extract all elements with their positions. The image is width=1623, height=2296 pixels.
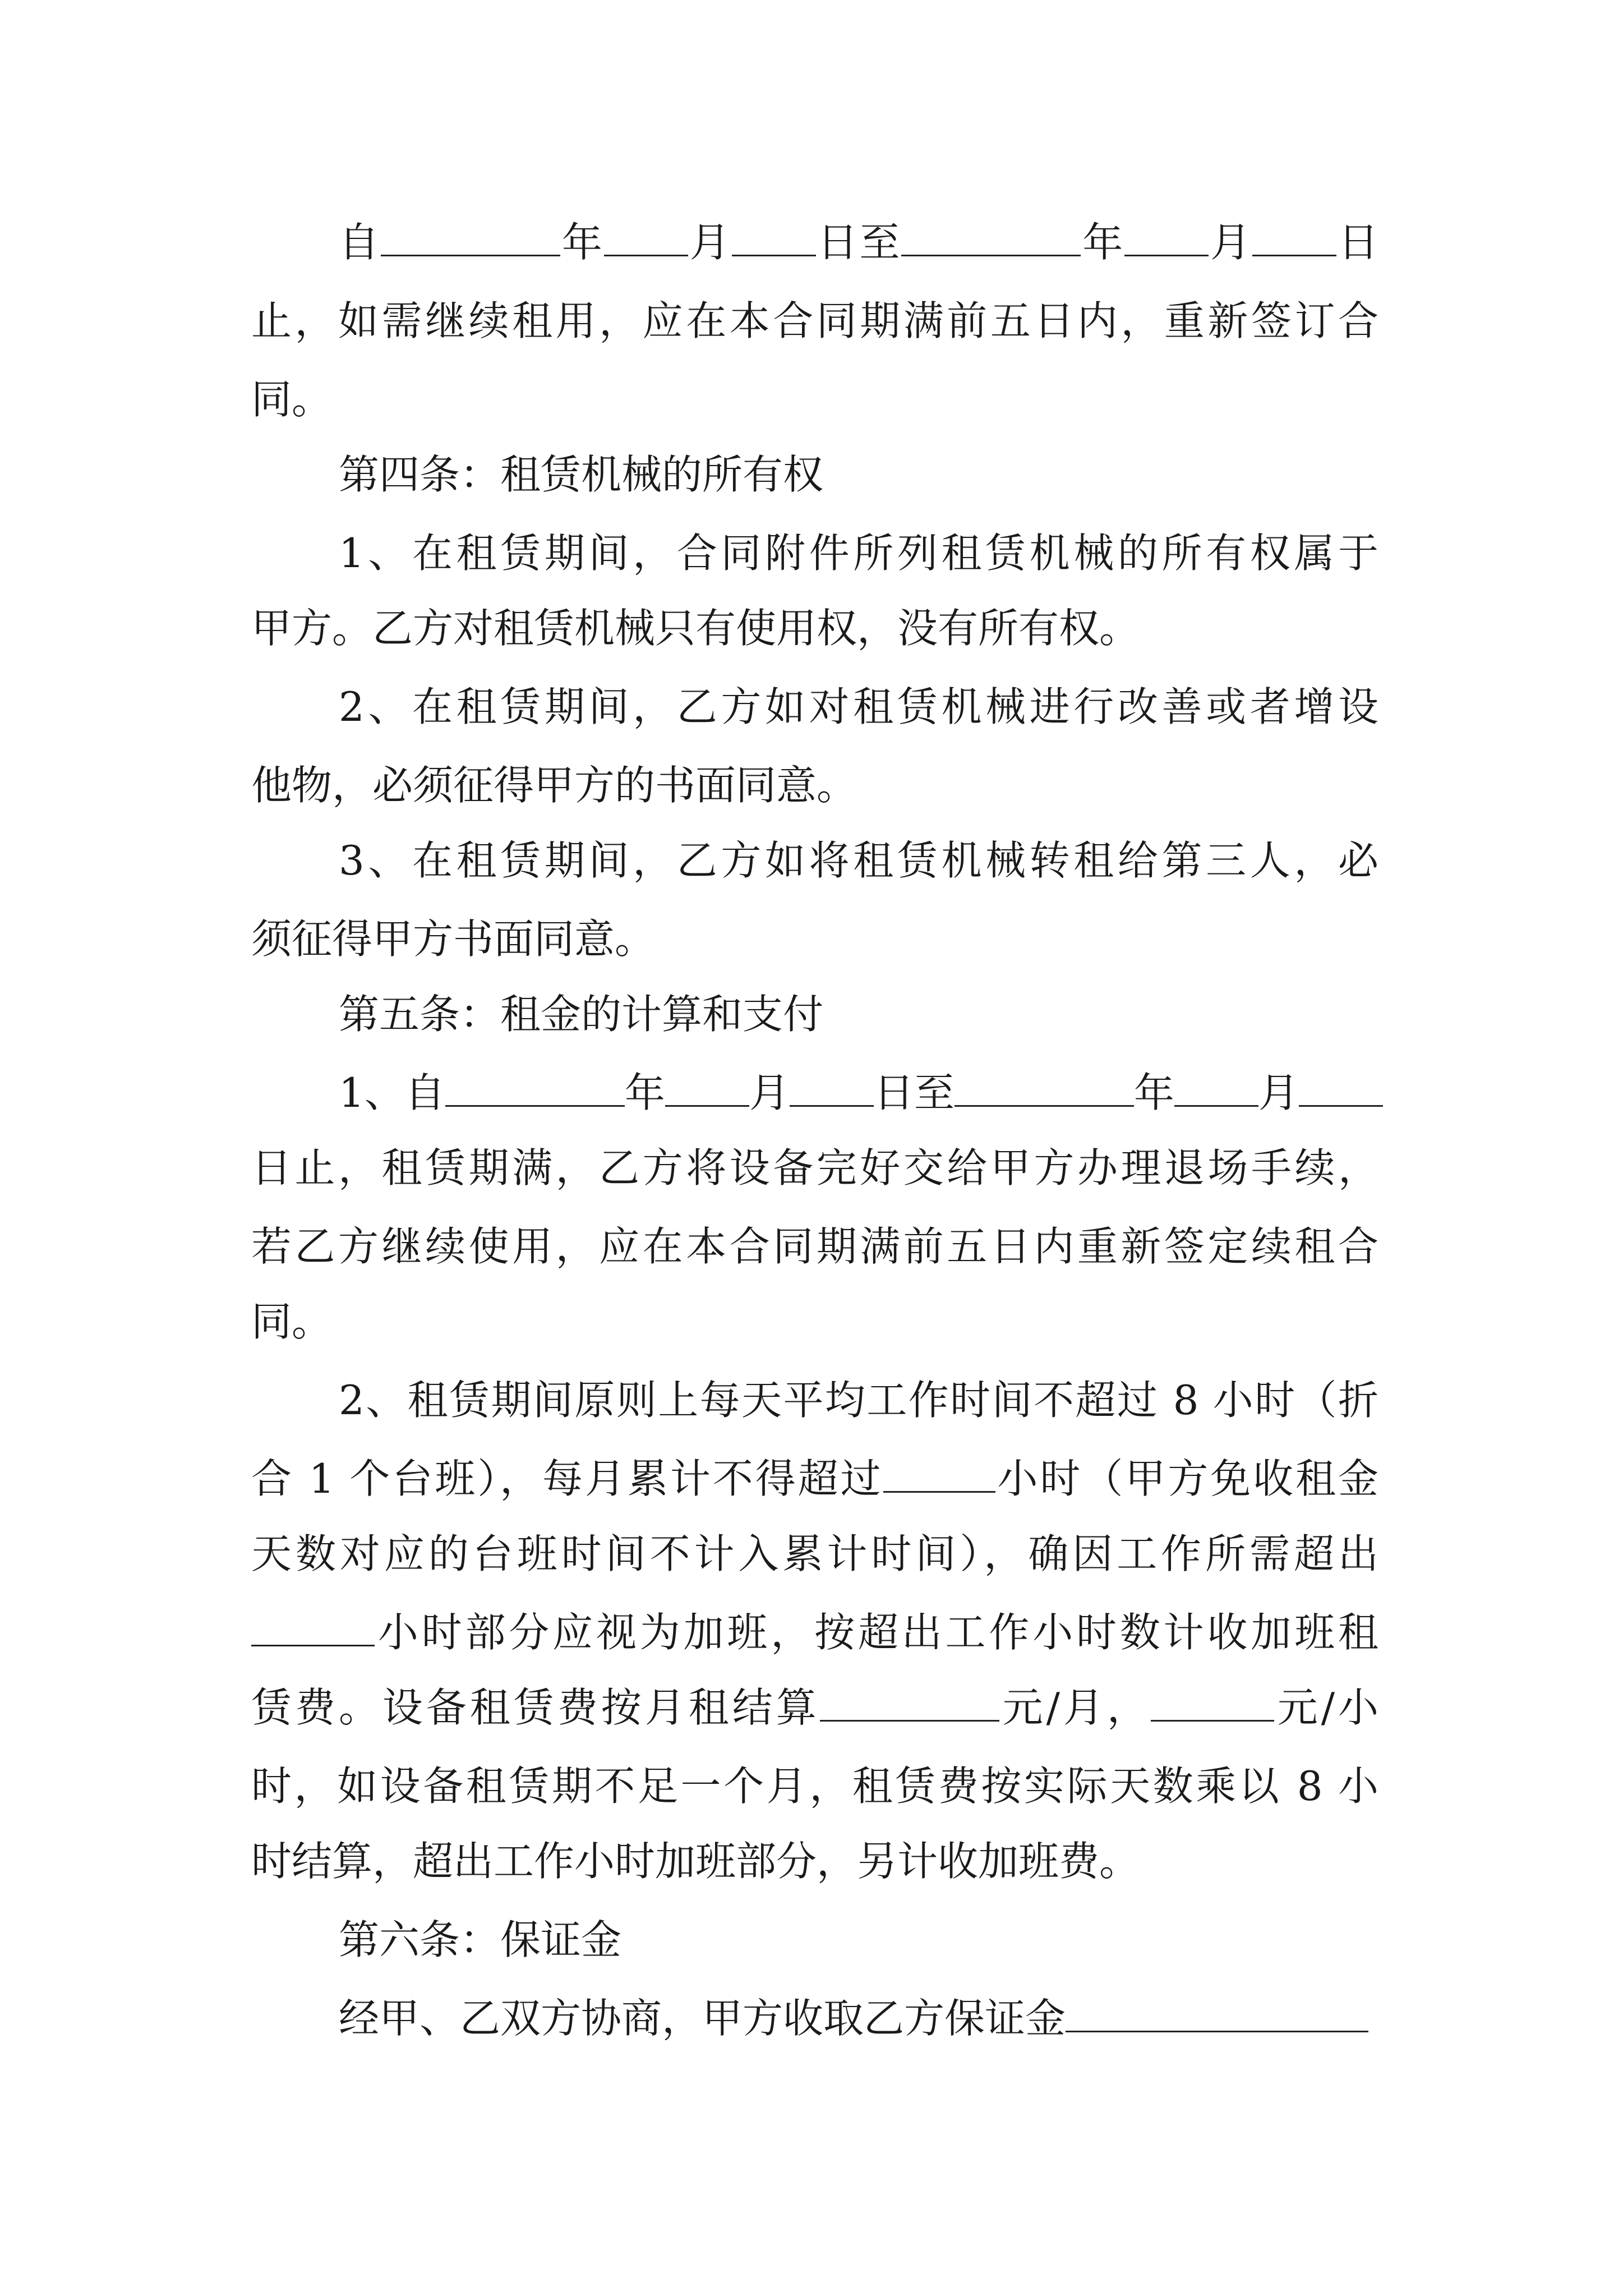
blank-year[interactable] (445, 1066, 625, 1107)
blank-month[interactable] (1174, 1066, 1258, 1107)
paragraph-line: 日止，租赁期满，乙方将设备完好交给甲方办理退场手续， (251, 1144, 1378, 1191)
blank-hourly-fee[interactable] (1151, 1681, 1274, 1722)
paragraph-line: 时，如设备租赁期不足一个月，租赁费按实际天数乘以 8 小 (251, 1763, 1378, 1810)
blank-monthly-hours[interactable] (883, 1452, 995, 1493)
paragraph-line: 若乙方继续使用，应在本合同期满前五日内重新签定续租合 (251, 1223, 1378, 1270)
paragraph-line: 须征得甲方书面同意。 (251, 915, 656, 963)
blank-month[interactable] (1124, 215, 1209, 256)
blank-day[interactable] (1252, 215, 1336, 256)
deposit-line: 经甲、乙双方协商，甲方收取乙方保证金 (339, 1990, 1378, 2046)
paragraph-line: 3、在租赁期间，乙方如将租赁机械转租给第三人，必 (339, 837, 1378, 884)
hours-line: 合 1 个台班），每月累计不得超过 小时（甲方免收租金 (251, 1451, 1378, 1507)
overtime-line: 小时部分应视为加班，按超出工作小时数计收加班租 (251, 1604, 1378, 1660)
section-heading-4: 第四条：租赁机械的所有权 (339, 451, 824, 498)
blank-deposit-amount[interactable] (1066, 1991, 1368, 2032)
paragraph-line: 同。 (251, 376, 333, 423)
paragraph-line: 2、在租赁期间，乙方如对租赁机械进行改善或者增设 (339, 683, 1378, 730)
rent-date-line: 1、自 年 月 日至 年 月 (339, 1065, 1378, 1121)
blank-month[interactable] (604, 215, 688, 256)
blank-year[interactable] (901, 215, 1081, 256)
blank-year[interactable] (381, 215, 560, 256)
section-heading-6: 第六条：保证金 (339, 1916, 622, 1963)
paragraph-line: 2、租赁期间原则上每天平均工作时间不超过 8 小时（折 (339, 1377, 1378, 1424)
paragraph-line: 1、在租赁期间，合同附件所列租赁机械的所有权属于 (339, 530, 1378, 577)
section-heading-5: 第五条：租金的计算和支付 (339, 991, 824, 1038)
paragraph-line: 他物，必须征得甲方的书面同意。 (251, 762, 857, 809)
paragraph-line: 天数对应的台班时间不计入累计时间），确因工作所需超出 (251, 1530, 1378, 1577)
paragraph-line: 时结算，超出工作小时加班部分，另计收加班费。 (251, 1838, 1140, 1885)
blank-overtime-hours[interactable] (251, 1605, 375, 1646)
fee-line: 赁费。设备租赁费按月租结算 元/月， 元/小 (251, 1680, 1378, 1736)
paragraph-line: 同。 (251, 1298, 333, 1345)
term-date-line: 自 年 月 日至 年 月 日 (339, 214, 1378, 270)
paragraph-line: 甲方。乙方对租赁机械只有使用权，没有所有权。 (251, 605, 1140, 652)
blank-day[interactable] (732, 215, 816, 256)
blank-day[interactable] (790, 1066, 874, 1107)
blank-month[interactable] (665, 1066, 749, 1107)
blank-day[interactable] (1299, 1066, 1383, 1107)
blank-monthly-fee[interactable] (820, 1681, 999, 1722)
blank-year[interactable] (955, 1066, 1134, 1107)
paragraph-line: 止，如需继续租用，应在本合同期满前五日内，重新签订合 (251, 297, 1378, 344)
